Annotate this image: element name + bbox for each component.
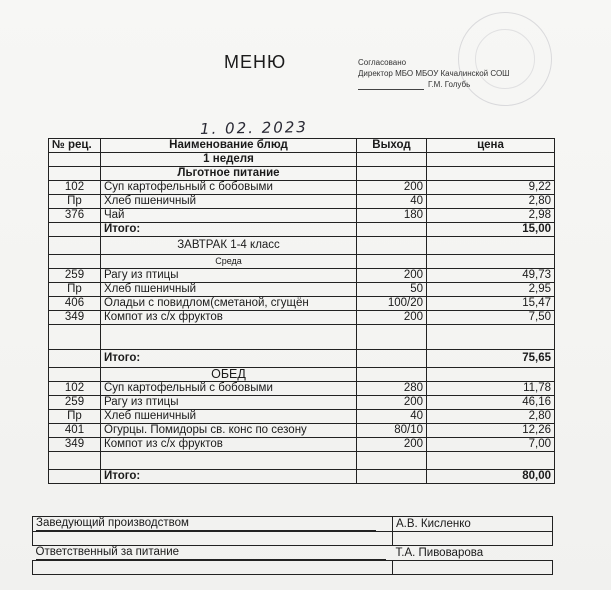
- header-portion: Выход: [357, 139, 427, 153]
- empty-row: [33, 561, 553, 575]
- director-label: Директор МБО МБОУ Качалинской СОШ: [358, 69, 510, 78]
- table-row: 406 Оладьи с повидлом(сметаной, сгущён 100/20 15,47: [49, 297, 555, 311]
- header-price: цена: [427, 139, 555, 153]
- table-row: 349 Компот из с/х фруктов 200 7,50: [49, 311, 555, 325]
- section-title: Льготное питание: [101, 167, 357, 181]
- table-row: 401 Огурцы. Помидоры св. конс по сезону 80/10 12,26: [49, 424, 555, 438]
- total-label: Итого:: [101, 470, 357, 484]
- head-of-production-name: А.В. Кисленко: [393, 517, 553, 532]
- approval-block: [358, 57, 510, 90]
- total-row: [49, 350, 555, 368]
- director-name: Г.М. Голубь: [428, 80, 471, 89]
- empty-row: [49, 452, 555, 470]
- empty-row: [49, 325, 555, 350]
- week-label: 1 неделя: [101, 153, 357, 167]
- day-label: Среда: [101, 255, 357, 269]
- section-row: [49, 237, 555, 255]
- table-row: 376 Чай 180 2,98: [49, 209, 555, 223]
- empty-row: [33, 532, 553, 546]
- total-row: [49, 223, 555, 237]
- handwritten-date: 1. 02. 2023: [199, 118, 309, 138]
- total-value: 80,00: [427, 470, 555, 484]
- table-row: 259 Рагу из птицы 200 49,73: [49, 269, 555, 283]
- header-dish-name: Наименование блюд: [101, 139, 357, 153]
- total-label: Итого:: [101, 350, 357, 368]
- section-row: [49, 167, 555, 181]
- total-value: 75,65: [427, 350, 555, 368]
- table-row: 259 Рагу из птицы 200 46,16: [49, 396, 555, 410]
- signature-row: [33, 546, 553, 561]
- total-row: [49, 470, 555, 484]
- responsible-name: Т.А. Пивоварова: [393, 546, 553, 561]
- total-label: Итого:: [101, 223, 357, 237]
- section-title: ОБЕД: [101, 368, 357, 382]
- day-row: [49, 255, 555, 269]
- table-row: 102 Суп картофельный с бобовыми 280 11,78: [49, 382, 555, 396]
- head-of-production-label: Заведующий производством: [36, 517, 376, 531]
- total-value: 15,00: [427, 223, 555, 237]
- table-row: 349 Компот из с/х фруктов 200 7,00: [49, 438, 555, 452]
- director-signature: [358, 79, 510, 90]
- signature-line: [358, 89, 424, 90]
- responsible-label: Ответственный за питание: [36, 546, 386, 560]
- section-title: ЗАВТРАК 1-4 класс: [101, 237, 357, 255]
- table-row: Пр Хлеб пшеничный 40 2,80: [49, 195, 555, 209]
- table-row: Пр Хлеб пшеничный 40 2,80: [49, 410, 555, 424]
- week-row: [49, 153, 555, 167]
- header-recipe-number: № рец.: [49, 139, 101, 153]
- table-row: Пр Хлеб пшеничный 50 2,95: [49, 283, 555, 297]
- signature-row: [33, 517, 553, 532]
- page-title: МЕНЮ: [224, 52, 287, 72]
- table-header-row: [49, 139, 555, 153]
- approved-label: Согласовано: [358, 58, 407, 67]
- signature-table: [32, 516, 553, 575]
- table-row: 102 Суп картофельный с бобовыми 200 9,22: [49, 181, 555, 195]
- menu-table: [48, 138, 555, 484]
- section-row: [49, 368, 555, 382]
